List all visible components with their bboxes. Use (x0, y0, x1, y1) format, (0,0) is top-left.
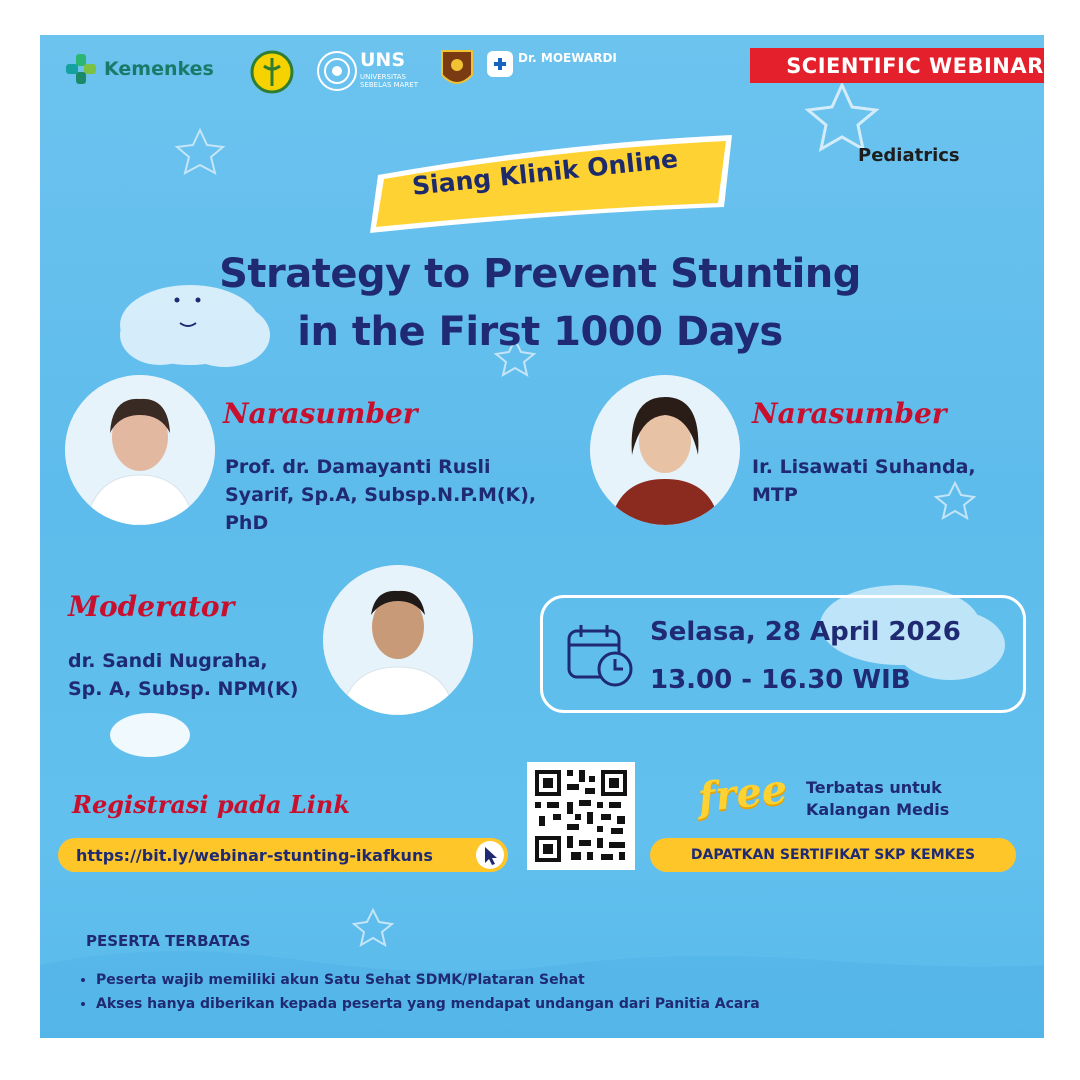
moderator-photo (323, 565, 473, 715)
ribbon-label: Siang Klinik Online (410, 144, 680, 201)
moewardi-logo-text: Dr. MOEWARDI (518, 51, 617, 65)
title-line-2: in the First 1000 Days (297, 309, 783, 355)
registration-qr-code[interactable] (527, 762, 635, 870)
registration-link[interactable] (58, 838, 508, 872)
limited-audience-line: Terbatas untuk (806, 778, 942, 797)
registration-label: Registrasi pada Link (72, 790, 350, 819)
moderator-name (68, 647, 298, 703)
moderator-name-line: dr. Sandi Nugraha, (68, 650, 268, 672)
uns-logo-subtext: UNIVERSITAS SEBELAS MARET (360, 73, 418, 89)
webinar-poster (40, 35, 1044, 1038)
pediatrics-logo: Pediatrics (858, 145, 960, 166)
moderator-role: Moderator (68, 590, 235, 623)
title-line-1: Strategy to Prevent Stunting (219, 251, 861, 297)
participants-heading: PESERTA TERBATAS (86, 932, 251, 950)
calendar-clock-icon (565, 623, 637, 689)
limited-audience-line: Kalangan Medis (806, 800, 950, 819)
event-time: 13.00 - 16.30 WIB (650, 665, 911, 695)
speaker-1-name-line: Prof. dr. Damayanti Rusli (225, 456, 491, 478)
person-avatar-icon (65, 375, 215, 525)
speaker-1-role: Narasumber (223, 397, 418, 430)
speaker-2-name-line: Ir. Lisawati Suhanda, (752, 456, 976, 478)
participants-list (76, 968, 760, 1016)
moewardi-icon (485, 49, 515, 79)
registration-link-text[interactable]: https://bit.ly/webinar-stunting-ikafkuns (76, 845, 433, 865)
uns-logo-text: UNS (360, 49, 406, 71)
person-avatar-icon (590, 375, 740, 525)
free-label: free (695, 765, 790, 822)
speaker-1-name-line: Syarif, Sp.A, Subsp.N.P.M(K), (225, 484, 537, 506)
speaker-2-role: Narasumber (752, 397, 947, 430)
moderator-name-line: Sp. A, Subsp. NPM(K) (68, 678, 299, 700)
certificate-pill (650, 838, 1016, 872)
speaker-2-name-line: MTP (752, 484, 798, 506)
certificate-text: DAPATKAN SERTIFIKAT SKP KEMKES (690, 847, 976, 863)
speaker-1-name-line: PhD (225, 512, 269, 534)
speaker-2-name (752, 453, 976, 509)
list-item: • Akses hanya diberikan kepada peserta yang mendapat undangan dari Panitia Acara (96, 992, 760, 1016)
kemenkes-logo (64, 51, 224, 87)
qr-code-icon (527, 762, 635, 870)
kemenkes-logo-text: Kemenkes (104, 58, 214, 80)
uns-emblem-icon (315, 49, 359, 93)
limited-audience-note (806, 777, 949, 821)
speaker-1-name (225, 453, 536, 537)
main-title (140, 245, 940, 361)
speaker-2-photo (590, 375, 740, 525)
person-avatar-icon (323, 565, 473, 715)
idai-emblem-icon (250, 50, 294, 94)
cursor-icon (476, 841, 504, 869)
list-item: • Peserta wajib memiliki akun Satu Sehat SDMK/Plataran Sehat (96, 968, 760, 992)
speaker-1-photo (65, 375, 215, 525)
scientific-webinar-badge: SCIENTIFIC WEBINAR (750, 48, 1044, 83)
kemenkes-icon (64, 52, 98, 86)
jateng-emblem-icon (438, 47, 476, 93)
event-date: Selasa, 28 April 2026 (650, 617, 961, 647)
